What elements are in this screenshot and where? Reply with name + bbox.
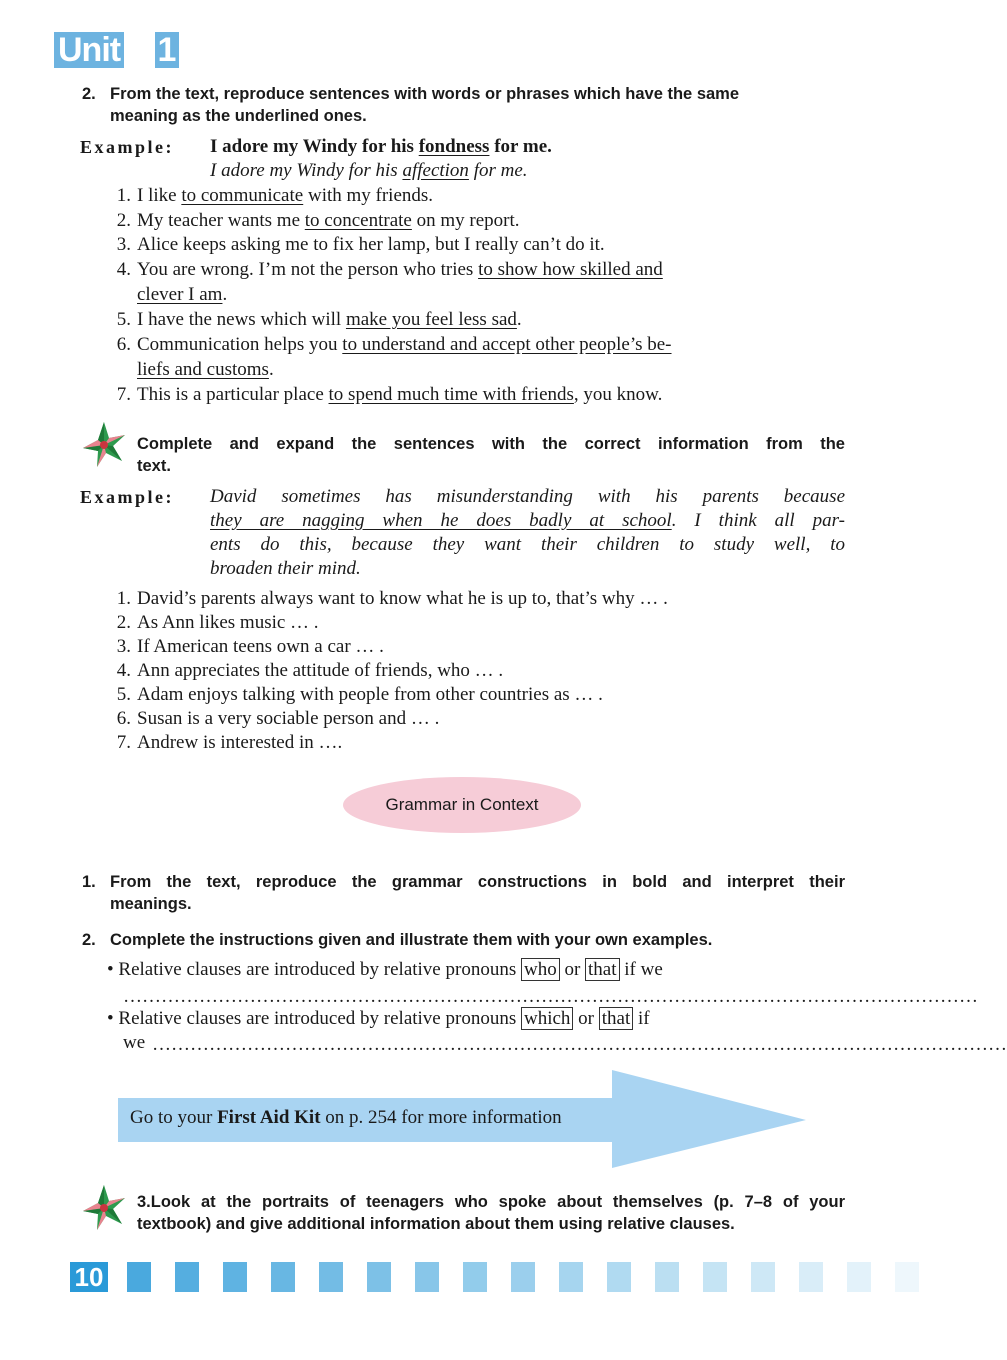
example-text-end: for me. bbox=[489, 136, 552, 157]
task-line-1: From the text, reproduce the grammar constructions in bold and interpret their bbox=[110, 873, 845, 891]
item-text: As Ann likes music … . bbox=[137, 612, 319, 633]
item-number: 3. bbox=[116, 636, 131, 657]
item-text: My teacher wants me bbox=[137, 210, 305, 231]
item-number: 6. bbox=[116, 708, 131, 729]
footer-square bbox=[751, 1262, 775, 1292]
bullet-text-end: if we bbox=[619, 959, 663, 980]
item-text: Susan is a very sociable person and … . bbox=[137, 708, 440, 729]
item-number: 2. bbox=[116, 210, 131, 231]
bullet-dot: • bbox=[107, 1008, 119, 1029]
example2-text: . I think all par- bbox=[671, 510, 845, 531]
task-star-1 bbox=[137, 433, 847, 477]
task-line-2: textbook) and give additional information about them using relative clauses. bbox=[137, 1215, 735, 1233]
footer-square bbox=[799, 1262, 823, 1292]
item-number: 6. bbox=[116, 334, 131, 355]
list-item bbox=[107, 308, 522, 332]
task-star-2 bbox=[137, 1191, 847, 1235]
item-text: Andrew is interested in …. bbox=[137, 732, 343, 753]
star-icon bbox=[80, 421, 128, 469]
task-2-instruction bbox=[82, 83, 852, 129]
item-underlined: make you feel less sad bbox=[345, 309, 517, 330]
list-item bbox=[107, 233, 605, 257]
list-item bbox=[107, 383, 662, 407]
task-number: 2. bbox=[82, 85, 96, 103]
item-text: I like bbox=[137, 185, 182, 206]
item-underlined: to show how skilled and bbox=[478, 259, 663, 280]
list-item bbox=[107, 333, 672, 357]
arrow-text-post: on p. 254 for more information bbox=[320, 1107, 562, 1128]
list-item bbox=[107, 184, 433, 208]
item-text: David’s parents always want to know what he is up to, that’s why … . bbox=[137, 588, 668, 609]
grammar-task-2 bbox=[82, 929, 852, 953]
example-label-2: Example: bbox=[80, 487, 174, 507]
list-item bbox=[107, 707, 439, 731]
footer-square bbox=[607, 1262, 631, 1292]
list-item bbox=[107, 683, 603, 707]
section-title: Grammar in Context bbox=[343, 777, 581, 833]
example2-line-4: broaden their mind. bbox=[210, 558, 361, 579]
bullet-or: or bbox=[559, 959, 586, 980]
item-text: Ann appreciates the attitude of friends, who … . bbox=[137, 660, 504, 681]
item-text-end: , you know. bbox=[573, 384, 663, 405]
list-item bbox=[107, 635, 384, 659]
footer-square bbox=[367, 1262, 391, 1292]
item-number: 1. bbox=[116, 588, 131, 609]
item-number: 5. bbox=[116, 684, 131, 705]
pronoun-box: that bbox=[599, 1007, 634, 1030]
item-number: 4. bbox=[116, 660, 131, 681]
list-item bbox=[107, 611, 319, 635]
example-answer bbox=[210, 159, 528, 183]
bullet-2-continuation: we bbox=[123, 1032, 146, 1053]
item-underlined: liefs and customs bbox=[137, 359, 269, 380]
item-text: You are wrong. I’m not the person who tries bbox=[137, 259, 479, 280]
grammar-task-1 bbox=[82, 871, 852, 917]
task-number: 2. bbox=[82, 931, 96, 949]
item-underlined: to concentrate bbox=[304, 210, 412, 231]
answer-underlined: affection bbox=[402, 160, 469, 181]
task-number: 1. bbox=[82, 873, 96, 891]
item-number: 5. bbox=[116, 309, 131, 330]
task-line-1: From the text, reproduce sentences with words or phrases which have the same bbox=[110, 85, 740, 103]
bullet-text: Relative clauses are introduced by relative pronouns bbox=[118, 959, 521, 980]
footer-square bbox=[559, 1262, 583, 1292]
bullet-or: or bbox=[573, 1008, 599, 1029]
item-text: If American teens own a car … . bbox=[137, 636, 384, 657]
footer-square bbox=[223, 1262, 247, 1292]
item-number: 7. bbox=[116, 384, 131, 405]
footer-square bbox=[319, 1262, 343, 1292]
item-text-end: on my report. bbox=[411, 210, 520, 231]
list-item bbox=[107, 587, 668, 611]
item-text: I have the news which will bbox=[137, 309, 346, 330]
footer-square bbox=[847, 1262, 871, 1292]
first-aid-kit-link: First Aid Kit bbox=[217, 1107, 321, 1128]
pronoun-box: who bbox=[521, 958, 560, 981]
list-item bbox=[107, 358, 274, 382]
task-line-2: meaning as the underlined ones. bbox=[110, 107, 367, 125]
task-line-1: Complete the instructions given and illustrate them with your own examples. bbox=[110, 931, 713, 949]
item-number: 7. bbox=[116, 732, 131, 753]
task-line-1: Complete and expand the sentences with the correct information from the bbox=[137, 435, 845, 453]
example2-line-3: ents do this, because they want their children to study well, to bbox=[210, 534, 845, 555]
page-number: 10 bbox=[70, 1262, 108, 1292]
item-text: Communication helps you bbox=[137, 334, 343, 355]
pronoun-box: which bbox=[521, 1007, 573, 1030]
footer-square bbox=[175, 1262, 199, 1292]
blank-line: ……………………………………………………………………………………………………………………… bbox=[152, 1034, 1007, 1055]
item-underlined: to communicate bbox=[181, 185, 304, 206]
item-number: 2. bbox=[116, 612, 131, 633]
unit-number: 1 bbox=[155, 32, 179, 68]
example-text: I adore my Windy for his bbox=[210, 136, 419, 157]
list-item bbox=[107, 258, 663, 282]
example2-line-2 bbox=[210, 509, 845, 533]
item-number: 4. bbox=[116, 259, 131, 280]
list-item bbox=[107, 283, 227, 307]
item-text-end: . bbox=[222, 284, 228, 305]
arrow-text-pre: Go to your bbox=[130, 1107, 218, 1128]
footer-square bbox=[511, 1262, 535, 1292]
item-underlined: clever I am bbox=[137, 284, 223, 305]
footer-square bbox=[415, 1262, 439, 1292]
footer-square bbox=[655, 1262, 679, 1292]
answer-text-end: for me. bbox=[468, 160, 528, 181]
footer-square bbox=[703, 1262, 727, 1292]
item-underlined: to understand and accept other people’s be- bbox=[342, 334, 672, 355]
pronoun-box: that bbox=[585, 958, 620, 981]
unit-badge: Unit bbox=[54, 32, 124, 68]
task-line-1: 3.Look at the portraits of teenagers who spoke about themselves (p. 7–8 of your bbox=[137, 1193, 845, 1211]
list-item bbox=[107, 209, 520, 233]
list-item bbox=[107, 731, 342, 755]
item-text: Adam enjoys talking with people from other countries as … . bbox=[137, 684, 603, 705]
bullet-text-end: if bbox=[633, 1008, 650, 1029]
item-text-end: . bbox=[268, 359, 274, 380]
item-text: This is a particular place bbox=[137, 384, 329, 405]
blank-line: ……………………………………………………………………………………………………………………… bbox=[123, 986, 978, 1007]
item-number: 3. bbox=[116, 234, 131, 255]
task-line-2: text. bbox=[137, 457, 171, 475]
example-sentence bbox=[210, 135, 552, 159]
item-text-end: . bbox=[516, 309, 522, 330]
task-line-2: meanings. bbox=[110, 895, 192, 913]
star-icon bbox=[80, 1184, 128, 1232]
footer-square bbox=[463, 1262, 487, 1292]
item-text-end: with my friends. bbox=[303, 185, 434, 206]
example2-underlined: they are nagging when he does badly at school bbox=[210, 510, 672, 531]
bullet-text: Relative clauses are introduced by relative pronouns bbox=[118, 1008, 521, 1029]
example2-line-1: David sometimes has misunderstanding with his parents because bbox=[210, 486, 845, 507]
arrow-text bbox=[130, 1106, 562, 1130]
footer-square bbox=[127, 1262, 151, 1292]
list-item bbox=[107, 659, 503, 683]
item-underlined: to spend much time with friends bbox=[328, 384, 574, 405]
bullet-1 bbox=[107, 958, 663, 982]
footer-square bbox=[895, 1262, 919, 1292]
item-number: 1. bbox=[116, 185, 131, 206]
example-label: Example: bbox=[80, 137, 174, 157]
item-text: Alice keeps asking me to fix her lamp, but I really can’t do it. bbox=[137, 234, 605, 255]
example-underlined: fondness bbox=[418, 136, 490, 157]
bullet-2 bbox=[107, 1007, 650, 1031]
bullet-dot: • bbox=[107, 959, 119, 980]
answer-text: I adore my Windy for his bbox=[210, 160, 403, 181]
footer-square bbox=[271, 1262, 295, 1292]
